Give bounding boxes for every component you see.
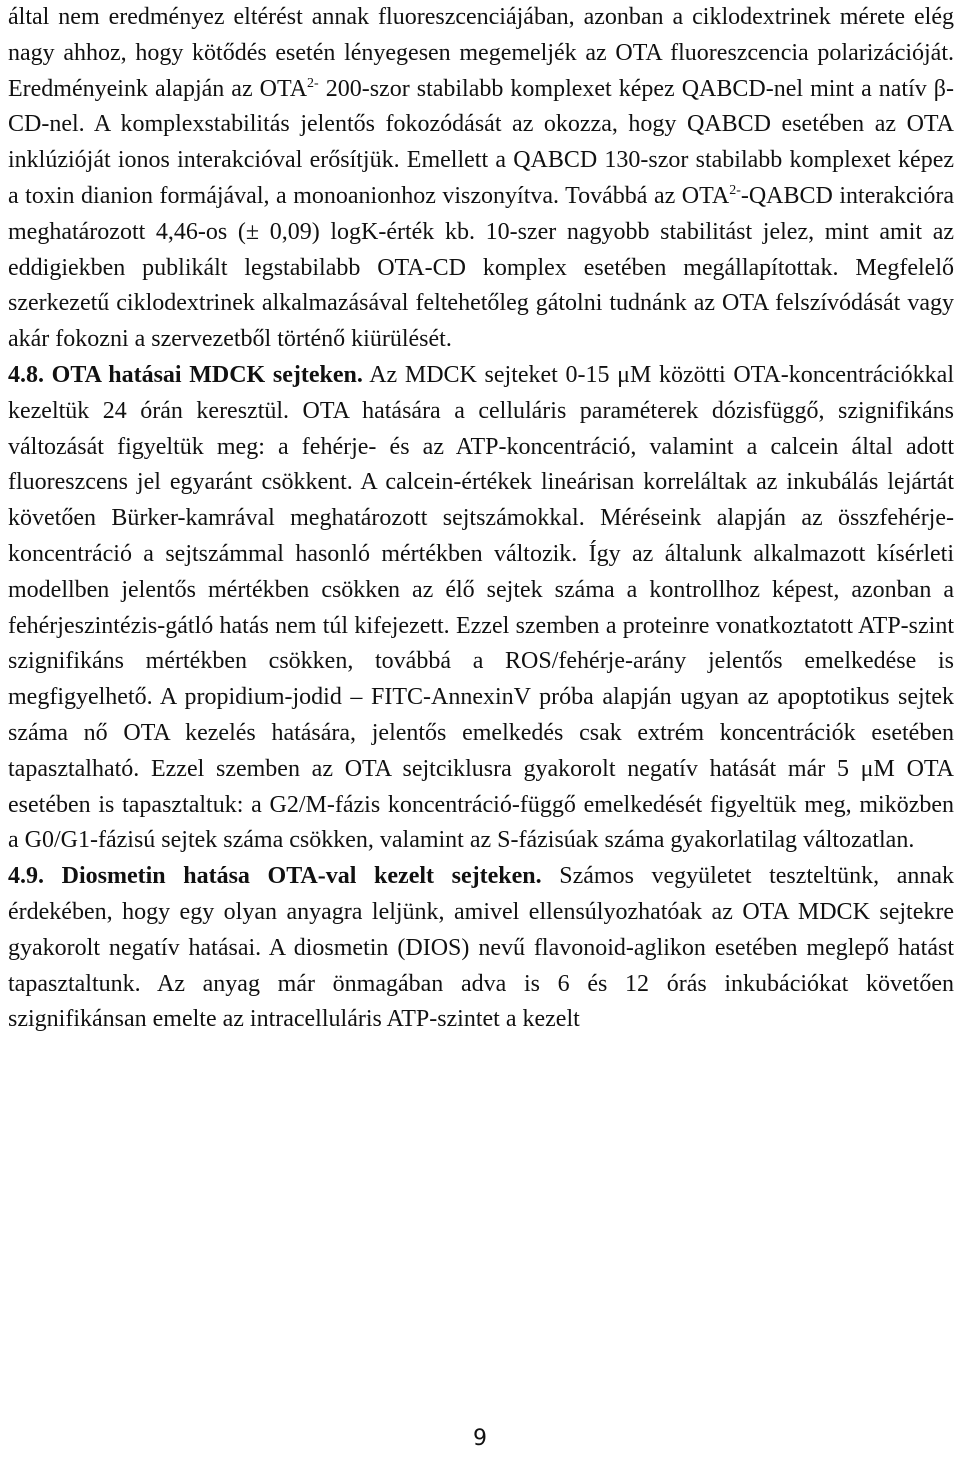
section-4-8-paragraph xyxy=(8,358,954,859)
section-4-8-title: OTA hatásai MDCK sejteken. xyxy=(51,361,363,388)
intro-text-part-2: 200-szor stabilabb komplexet képez QABCD-nel mint a natív β-CD-nel. A komplexstabilitás jelentős fokozódását az okozza, hogy QABCD esetében az OTA inklúzióját ionos interakcióval erősítjük. Emellett a QABCD 130-szor stabilabb komplexet képez a toxin dianion formájával, a monoanionhoz viszonyítva. Továbbá az OTA xyxy=(8,75,954,209)
section-4-9-title: Diosmetin hatása OTA-val kezelt sejteken. xyxy=(61,863,542,890)
section-4-9-number: 4.9. xyxy=(8,863,44,890)
section-4-8-number: 4.8. xyxy=(8,361,44,388)
charge-superscript: 2- xyxy=(307,75,319,91)
section-4-9-body: Számos vegyületet teszteltünk, annak érdekében, hogy egy olyan anyagra leljünk, amivel ellensúlyozhatóak az OTA MDCK sejtekre gyakorolt negatív hatásai. A diosmetin (DIOS) nevű flavonoid-aglikon esetében meglepő hatást tapasztaltunk. Az anyag már önmagában adva is 6 és 12 órás inkubációkat követően szignifikánsan emelte az intracelluláris ATP-szintet a kezelt xyxy=(8,863,955,1033)
section-4-9-paragraph xyxy=(8,859,954,1038)
page-number: 9 xyxy=(473,1426,487,1451)
section-4-8-body: Az MDCK sejteket 0-15 μM közötti OTA-koncentrációkkal kezeltük 24 órán keresztül. OTA hatására a celluláris paraméterek dózisfüggő, szignifikáns változását figyeltük meg: a fehérje- és az ATP-koncentráció, valamint a calcein által adott fluoreszcens jel egyaránt csökkent. A calcein-értékek lineárisan korreláltak az inkubálás lejártát követően Bürker-kamrával meghatározott sejtszámokkal. Méréseink alapján az összfehérje-koncentráció a sejtszámmal hasonló mértékben változik. Így az általunk alkalmazott kísérleti modellben jelentős mértékben csökken az élő sejtek száma a kontrollhoz képest, azonban a fehérjeszintézis-gátló hatás nem túl kifejezett. Ezzel szemben a proteinre vonatkoztatott ATP-szint szignifikáns mértékben csökken, továbbá a ROS/fehérje-arány jelentős emelkedése is megfigyelhető. A propidium-jodid – FITC-AnnexinV próba alapján ugyan az apoptotikus sejtek száma nő OTA kezelés hatására, jelentős emelkedés csak extrém koncentrációk esetében tapasztalható. Ezzel szemben az OTA sejtciklusra gyakorolt negatív hatását már 5 μM OTA esetében is tapasztaltuk: a G2/M-fázis koncentráció-függő emelkedését figyeltük meg, miközben a G0/G1-fázisú sejtek száma csökken, valamint az S-fázisúak száma gyakorlatilag változatlan. xyxy=(8,361,954,854)
intro-text-part-3: -QABCD interakcióra meghatározott 4,46-os (± 0,09) logK-érték kb. 10-szer nagyobb stabilitást jelez, mint amit az eddigiekben publikált legstabilabb OTA-CD komplex esetében megállapítottak. Megfelelő szerkezetű ciklodextrinek alkalmazásával feltehetőleg gátolni tudnánk az OTA felszívódását vagy akár fokozni a szervezetből történő kiürülését. xyxy=(8,182,954,353)
intro-text-part-1: által nem eredményez eltérést annak fluoreszcenciájában, azonban a ciklodextrinek mérete elég nagy ahhoz, hogy kötődés esetén lényegesen megemeljék az OTA fluoreszcencia polarizációját. Eredményeink alapján az OTA xyxy=(8,4,954,102)
intro-paragraph xyxy=(8,0,954,358)
charge-superscript: 2- xyxy=(729,182,741,198)
document-page xyxy=(8,0,954,1038)
